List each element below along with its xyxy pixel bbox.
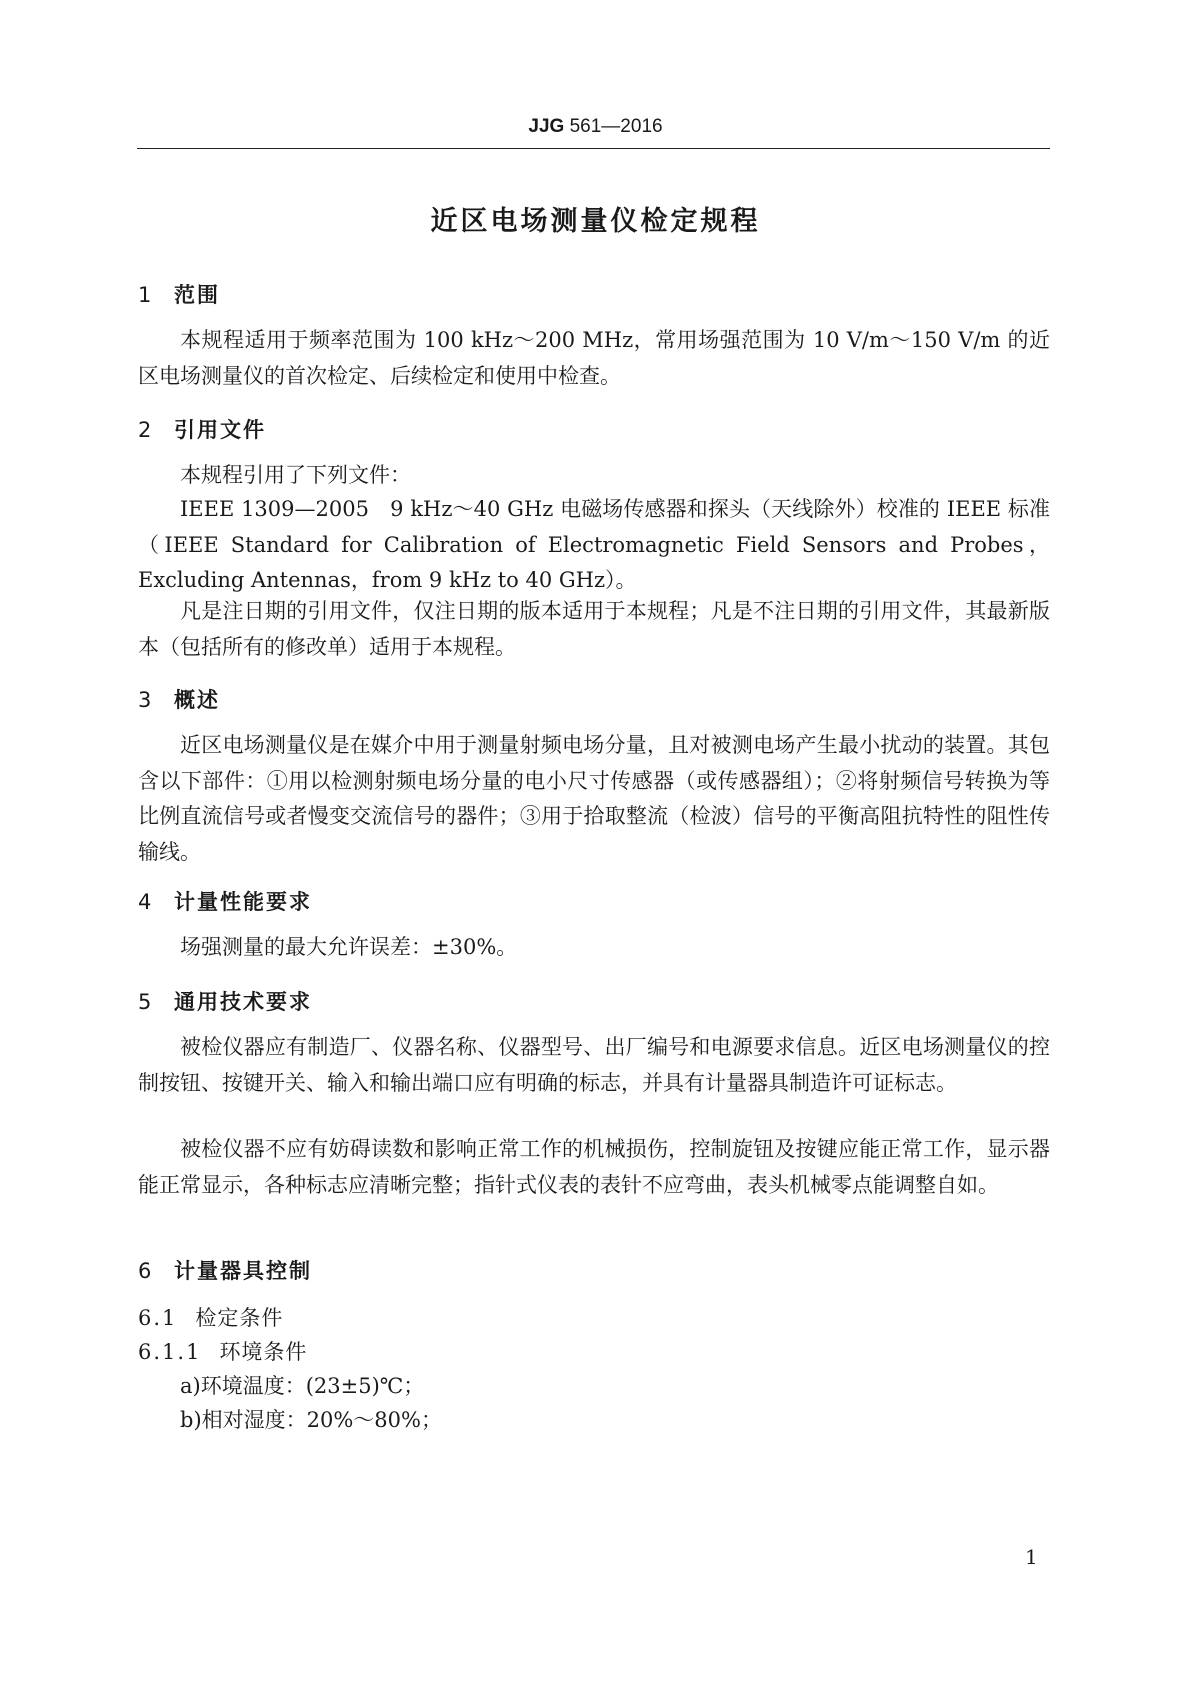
section-title: 计量器具控制	[174, 1259, 312, 1283]
subsection-6-1-1-heading	[138, 1336, 307, 1366]
standard-code-header	[0, 116, 1191, 138]
section-title: 通用技术要求	[174, 990, 312, 1014]
section-title: 范围	[174, 283, 220, 307]
standard-code-number: 561—2016	[569, 116, 663, 137]
section-5-paragraph-1: 被检仪器应有制造厂、仪器名称、仪器型号、出厂编号和电源要求信息。近区电场测量仪的控制按钮、按键开关、输入和输出端口应有明确的标志，并具有计量器具制造许可证标志。	[138, 1035, 1050, 1095]
subsection-6-1-heading	[138, 1302, 283, 1332]
document-title: 近区电场测量仪检定规程	[430, 206, 761, 237]
section-3-paragraph: 近区电场测量仪是在媒介中用于测量射频电场分量，且对被测电场产生最小扰动的装置。其包含以下部件：①用以检测射频电场分量的电小尺寸传感器（或传感器组）；②将射频信号转换为等比例直流信号或者慢变交流信号的器件；③用于拾取整流（检波）信号的平衡高阻抗特性的阻性传输线。	[138, 733, 1050, 864]
section-6-heading	[138, 1255, 312, 1285]
section-title: 计量性能要求	[174, 890, 312, 914]
section-number: 6	[138, 1259, 152, 1283]
section-number: 4	[138, 890, 152, 914]
subsection-title: 环境条件	[219, 1340, 308, 1364]
section-1-heading	[138, 279, 220, 309]
section-2-paragraph-3: 凡是注日期的引用文件，仅注日期的版本适用于本规程；凡是不注日期的引用文件，其最新版本（包括所有的修改单）适用于本规程。	[138, 599, 1050, 659]
section-number: 3	[138, 688, 152, 712]
condition-item-humidity: b)相对湿度：20%～80%；	[180, 1408, 442, 1432]
subsection-title: 检定条件	[195, 1306, 284, 1330]
section-5-paragraph-2: 被检仪器不应有妨碍读数和影响正常工作的机械损伤，控制旋钮及按键应能正常工作，显示器能正常显示，各种标志应清晰完整；指针式仪表的表针不应弯曲，表头机械零点能调整自如。	[138, 1137, 1050, 1197]
section-2-heading	[138, 414, 266, 444]
section-2-paragraph-1: 本规程引用了下列文件：	[180, 463, 411, 487]
section-number: 1	[138, 283, 152, 307]
section-4-paragraph: 场强测量的最大允许误差：±30%。	[180, 935, 518, 959]
section-3-heading	[138, 684, 220, 714]
header-divider	[137, 148, 1050, 149]
section-5-heading	[138, 986, 312, 1016]
subsection-number: 6.1	[138, 1306, 178, 1330]
section-number: 2	[138, 418, 152, 442]
section-1-paragraph: 本规程适用于频率范围为 100 kHz～200 MHz，常用场强范围为 10 V/m～150 V/m 的近区电场测量仪的首次检定、后续检定和使用中检查。	[138, 328, 1050, 388]
page-number: 1	[1025, 1545, 1038, 1569]
section-title: 概述	[174, 688, 220, 712]
condition-item-temperature: a)环境温度：(23±5)℃；	[180, 1374, 425, 1398]
subsection-number: 6.1.1	[138, 1340, 202, 1364]
standard-code-prefix: JJG	[528, 116, 565, 137]
section-2-paragraph-2: IEEE 1309—2005 9 kHz～40 GHz 电磁场传感器和探头（天线除外）校准的 IEEE 标准（IEEE Standard for Calibration of Electromagnetic Field Sensors and Probes，Excluding Antennas，from 9 kHz to 40 GHz）。	[138, 497, 1050, 592]
section-number: 5	[138, 990, 152, 1014]
section-title: 引用文件	[174, 418, 266, 442]
section-4-heading	[138, 886, 312, 916]
